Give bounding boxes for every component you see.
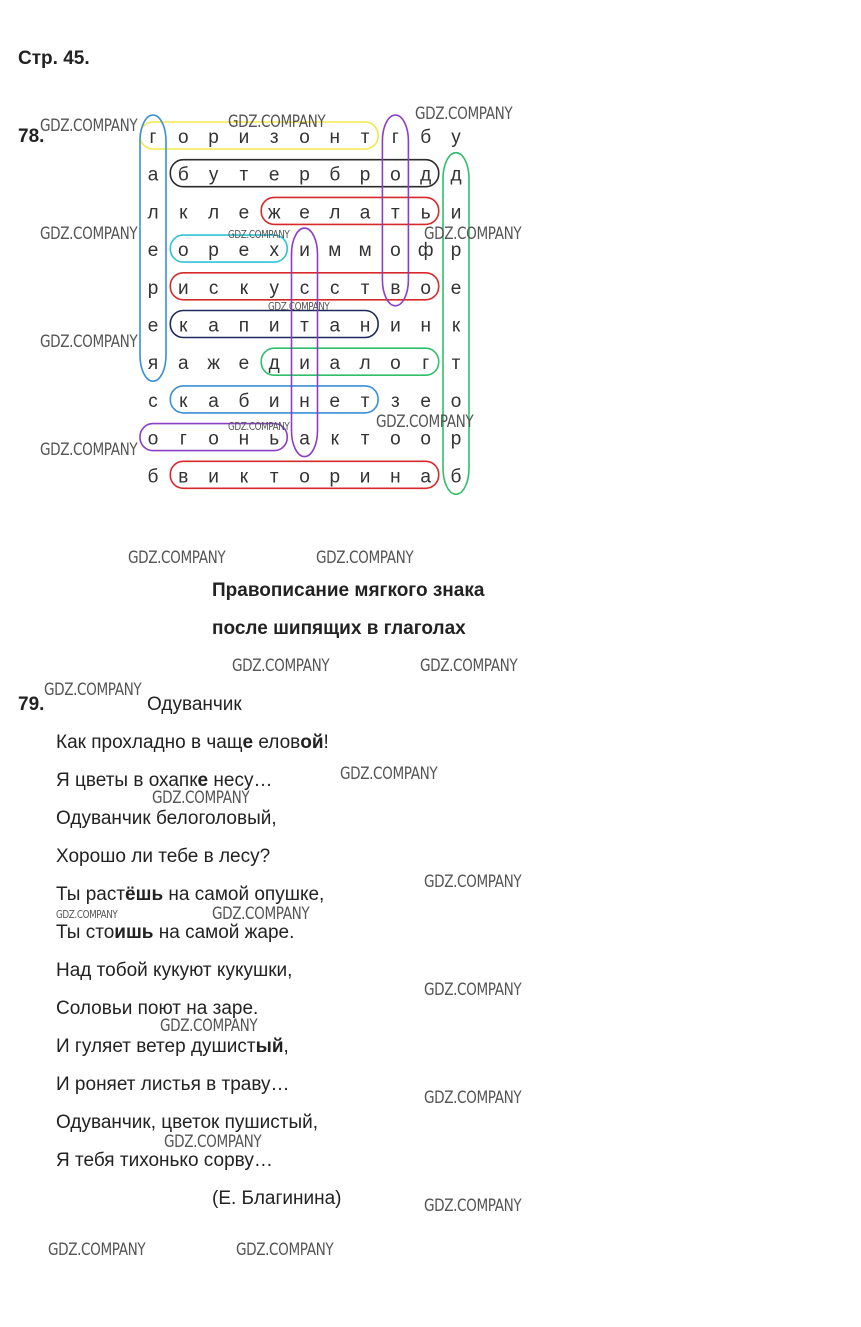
grid-letter: и — [268, 390, 280, 412]
poem-line: Соловьи поют на заре. — [56, 998, 259, 1019]
poem-line: Как прохладно в чаще еловой! — [56, 732, 329, 753]
grid-letter: в — [390, 277, 401, 299]
grid-letter: о — [420, 277, 431, 299]
grid-letter: л — [147, 202, 159, 224]
grid-letter: т — [239, 164, 249, 186]
grid-letter: е — [238, 202, 250, 224]
watermark: GDZ.COMPANY — [340, 764, 438, 784]
watermark: GDZ.COMPANY — [212, 904, 310, 924]
grid-letter: т — [269, 466, 279, 488]
grid-letter: с — [148, 390, 158, 412]
grid-letter: б — [420, 127, 432, 148]
section-heading-line2: после шипящих в глаголах — [212, 618, 466, 639]
grid-letter: т — [360, 428, 370, 450]
grid-letter: п — [238, 315, 250, 337]
grid-letter: ф — [417, 240, 434, 262]
grid-letter: к — [239, 466, 249, 488]
grid-letter: р — [450, 240, 462, 262]
grid-letter: о — [299, 466, 310, 488]
grid-letter: е — [450, 277, 462, 299]
grid-letter: в — [178, 466, 189, 488]
watermark: GDZ.COMPANY — [268, 300, 330, 313]
grid-letter: а — [329, 315, 341, 337]
word-highlight — [261, 348, 439, 375]
word-highlight — [261, 197, 439, 224]
grid-letter: б — [450, 466, 462, 488]
grid-letter: л — [329, 202, 341, 224]
watermark: GDZ.COMPANY — [415, 104, 513, 124]
grid-letter: я — [147, 353, 159, 375]
grid-letter: и — [177, 277, 189, 299]
grid-letter: и — [299, 240, 310, 262]
grid-letter: а — [299, 428, 310, 450]
grid-letter: т — [360, 127, 370, 148]
grid-letter: р — [359, 164, 371, 186]
grid-letter: а — [329, 353, 341, 375]
grid-letter: е — [238, 240, 250, 262]
grid-letter: и — [450, 202, 462, 224]
grid-letter: д — [420, 164, 432, 186]
grid-letter: е — [147, 315, 159, 337]
watermark: GDZ.COMPANY — [228, 420, 290, 433]
grid-letter: а — [420, 466, 431, 488]
grid-letter: и — [359, 466, 371, 488]
grid-letter: ь — [420, 202, 431, 224]
grid-letter: а — [208, 315, 219, 337]
grid-letter: н — [299, 390, 310, 412]
section-heading-line1: Правописание мягкого знака — [212, 580, 485, 601]
grid-letter: о — [390, 164, 401, 186]
watermark: GDZ.COMPANY — [316, 548, 414, 568]
grid-letter: е — [268, 164, 280, 186]
watermark: GDZ.COMPANY — [40, 440, 138, 460]
grid-letter: а — [147, 164, 159, 186]
grid-letter: о — [147, 428, 159, 450]
grid-letter: т — [360, 277, 370, 299]
grid-letter: о — [178, 127, 189, 148]
watermark: GDZ.COMPANY — [232, 656, 330, 676]
grid-letter: к — [451, 315, 461, 337]
grid-letter: а — [359, 202, 371, 224]
grid-letter: д — [268, 353, 280, 375]
grid-letter: н — [238, 428, 250, 450]
grid-letter: е — [420, 390, 431, 412]
grid-letter: к — [179, 390, 188, 412]
grid-letter: з — [269, 127, 279, 148]
grid-letter: б — [238, 390, 250, 412]
grid-letter: и — [299, 353, 310, 375]
grid-letter: о — [178, 240, 189, 262]
watermark: GDZ.COMPANY — [424, 872, 522, 892]
grid-letter: у — [269, 277, 279, 299]
watermark: GDZ.COMPANY — [48, 1240, 146, 1260]
watermark: GDZ.COMPANY — [228, 228, 290, 241]
grid-letter: г — [422, 353, 430, 375]
poem-line: Одуванчик белоголовый, — [56, 808, 277, 829]
watermark: GDZ.COMPANY — [164, 1132, 262, 1152]
grid-letter: р — [299, 164, 310, 186]
grid-letter: м — [328, 240, 342, 262]
grid-letter: о — [299, 127, 310, 148]
grid-letter: н — [329, 127, 341, 148]
grid-letter: о — [390, 428, 401, 450]
grid-letter: б — [147, 466, 159, 488]
grid-letter: е — [147, 240, 159, 262]
grid-letter: н — [359, 315, 371, 337]
watermark: GDZ.COMPANY — [228, 112, 326, 132]
grid-letter: е — [238, 353, 250, 375]
watermark: GDZ.COMPANY — [40, 332, 138, 352]
watermark: GDZ.COMPANY — [56, 908, 118, 921]
grid-letter: с — [299, 277, 310, 299]
grid-letter: с — [208, 277, 219, 299]
grid-letter: н — [390, 466, 401, 488]
grid-letter: е — [329, 390, 341, 412]
poem-line: Хорошо ли тебе в лесу? — [56, 846, 271, 867]
poem-line: Над тобой кукуют кукушки, — [56, 960, 293, 981]
watermark: GDZ.COMPANY — [424, 224, 522, 244]
grid-letter: т — [451, 353, 461, 375]
grid-letter: к — [330, 428, 339, 450]
word-highlight — [292, 228, 318, 457]
grid-letter: о — [208, 428, 219, 450]
grid-letter: р — [329, 466, 341, 488]
grid-letter: о — [420, 428, 431, 450]
watermark: GDZ.COMPANY — [424, 980, 522, 1000]
grid-letter: т — [360, 390, 370, 412]
watermark: GDZ.COMPANY — [376, 412, 474, 432]
grid-letter: ь — [269, 428, 280, 450]
grid-letter: р — [208, 127, 219, 148]
poem-line: И гуляет ветер душистый, — [56, 1036, 289, 1057]
grid-letter: д — [450, 164, 462, 186]
watermark: GDZ.COMPANY — [236, 1240, 334, 1260]
grid-letter: а — [208, 390, 219, 412]
grid-letter: р — [208, 240, 219, 262]
grid-letter: н — [420, 315, 431, 337]
grid-letter: о — [390, 353, 401, 375]
watermark: GDZ.COMPANY — [152, 788, 250, 808]
watermark: GDZ.COMPANY — [420, 656, 518, 676]
grid-letter: л — [208, 202, 220, 224]
grid-letter: г — [149, 127, 157, 148]
grid-letter: б — [329, 164, 341, 186]
grid-letter: ж — [207, 353, 220, 375]
grid-letter: к — [179, 315, 188, 337]
grid-letter: з — [391, 390, 400, 412]
grid-letter: а — [178, 353, 189, 375]
grid-letter: у — [208, 164, 219, 186]
grid-letter: и — [268, 315, 280, 337]
grid-letter: и — [208, 466, 219, 488]
grid-letter: к — [239, 277, 249, 299]
poem-title: Одуванчик — [147, 694, 242, 715]
watermark: GDZ.COMPANY — [40, 224, 138, 244]
grid-letter: б — [177, 164, 189, 186]
watermark: GDZ.COMPANY — [44, 680, 142, 700]
grid-letter: г — [179, 428, 187, 450]
grid-letter: у — [451, 127, 461, 148]
grid-letter: р — [147, 277, 159, 299]
grid-letter: р — [450, 428, 462, 450]
watermark: GDZ.COMPANY — [424, 1088, 522, 1108]
grid-letter: е — [299, 202, 310, 224]
watermark: GDZ.COMPANY — [424, 1196, 522, 1216]
grid-letter: с — [330, 277, 340, 299]
grid-letter: и — [390, 315, 401, 337]
poem-line: Ты растёшь на самой опушке, — [56, 884, 325, 905]
poem-line: Я тебя тихонько сорву… — [56, 1150, 273, 1171]
grid-letter: м — [358, 240, 372, 262]
task-79-number: 79. — [18, 694, 45, 715]
watermark: GDZ.COMPANY — [128, 548, 226, 568]
grid-letter: г — [391, 127, 399, 148]
poem-line: Я цветы в охапке несу… — [56, 770, 273, 791]
grid-letter: и — [238, 127, 250, 148]
watermark: GDZ.COMPANY — [160, 1016, 258, 1036]
poem-line: И роняет листья в траву… — [56, 1074, 290, 1095]
grid-letter: о — [390, 240, 401, 262]
grid-letter: л — [359, 353, 371, 375]
grid-letter: т — [300, 315, 309, 337]
grid-letter: т — [391, 202, 400, 224]
task-78-number: 78. — [18, 126, 45, 147]
grid-letter: х — [269, 240, 279, 262]
poem-line: Одуванчик, цветок пушистый, — [56, 1112, 319, 1133]
poem-line: Ты стоишь на самой жаре. — [56, 922, 295, 943]
watermark: GDZ.COMPANY — [40, 116, 138, 136]
grid-letter: ж — [267, 202, 281, 224]
page-label: Стр. 45. — [18, 48, 90, 69]
grid-letter: о — [450, 390, 462, 412]
poem-author: (Е. Благинина) — [212, 1188, 342, 1209]
grid-letter: к — [179, 202, 188, 224]
